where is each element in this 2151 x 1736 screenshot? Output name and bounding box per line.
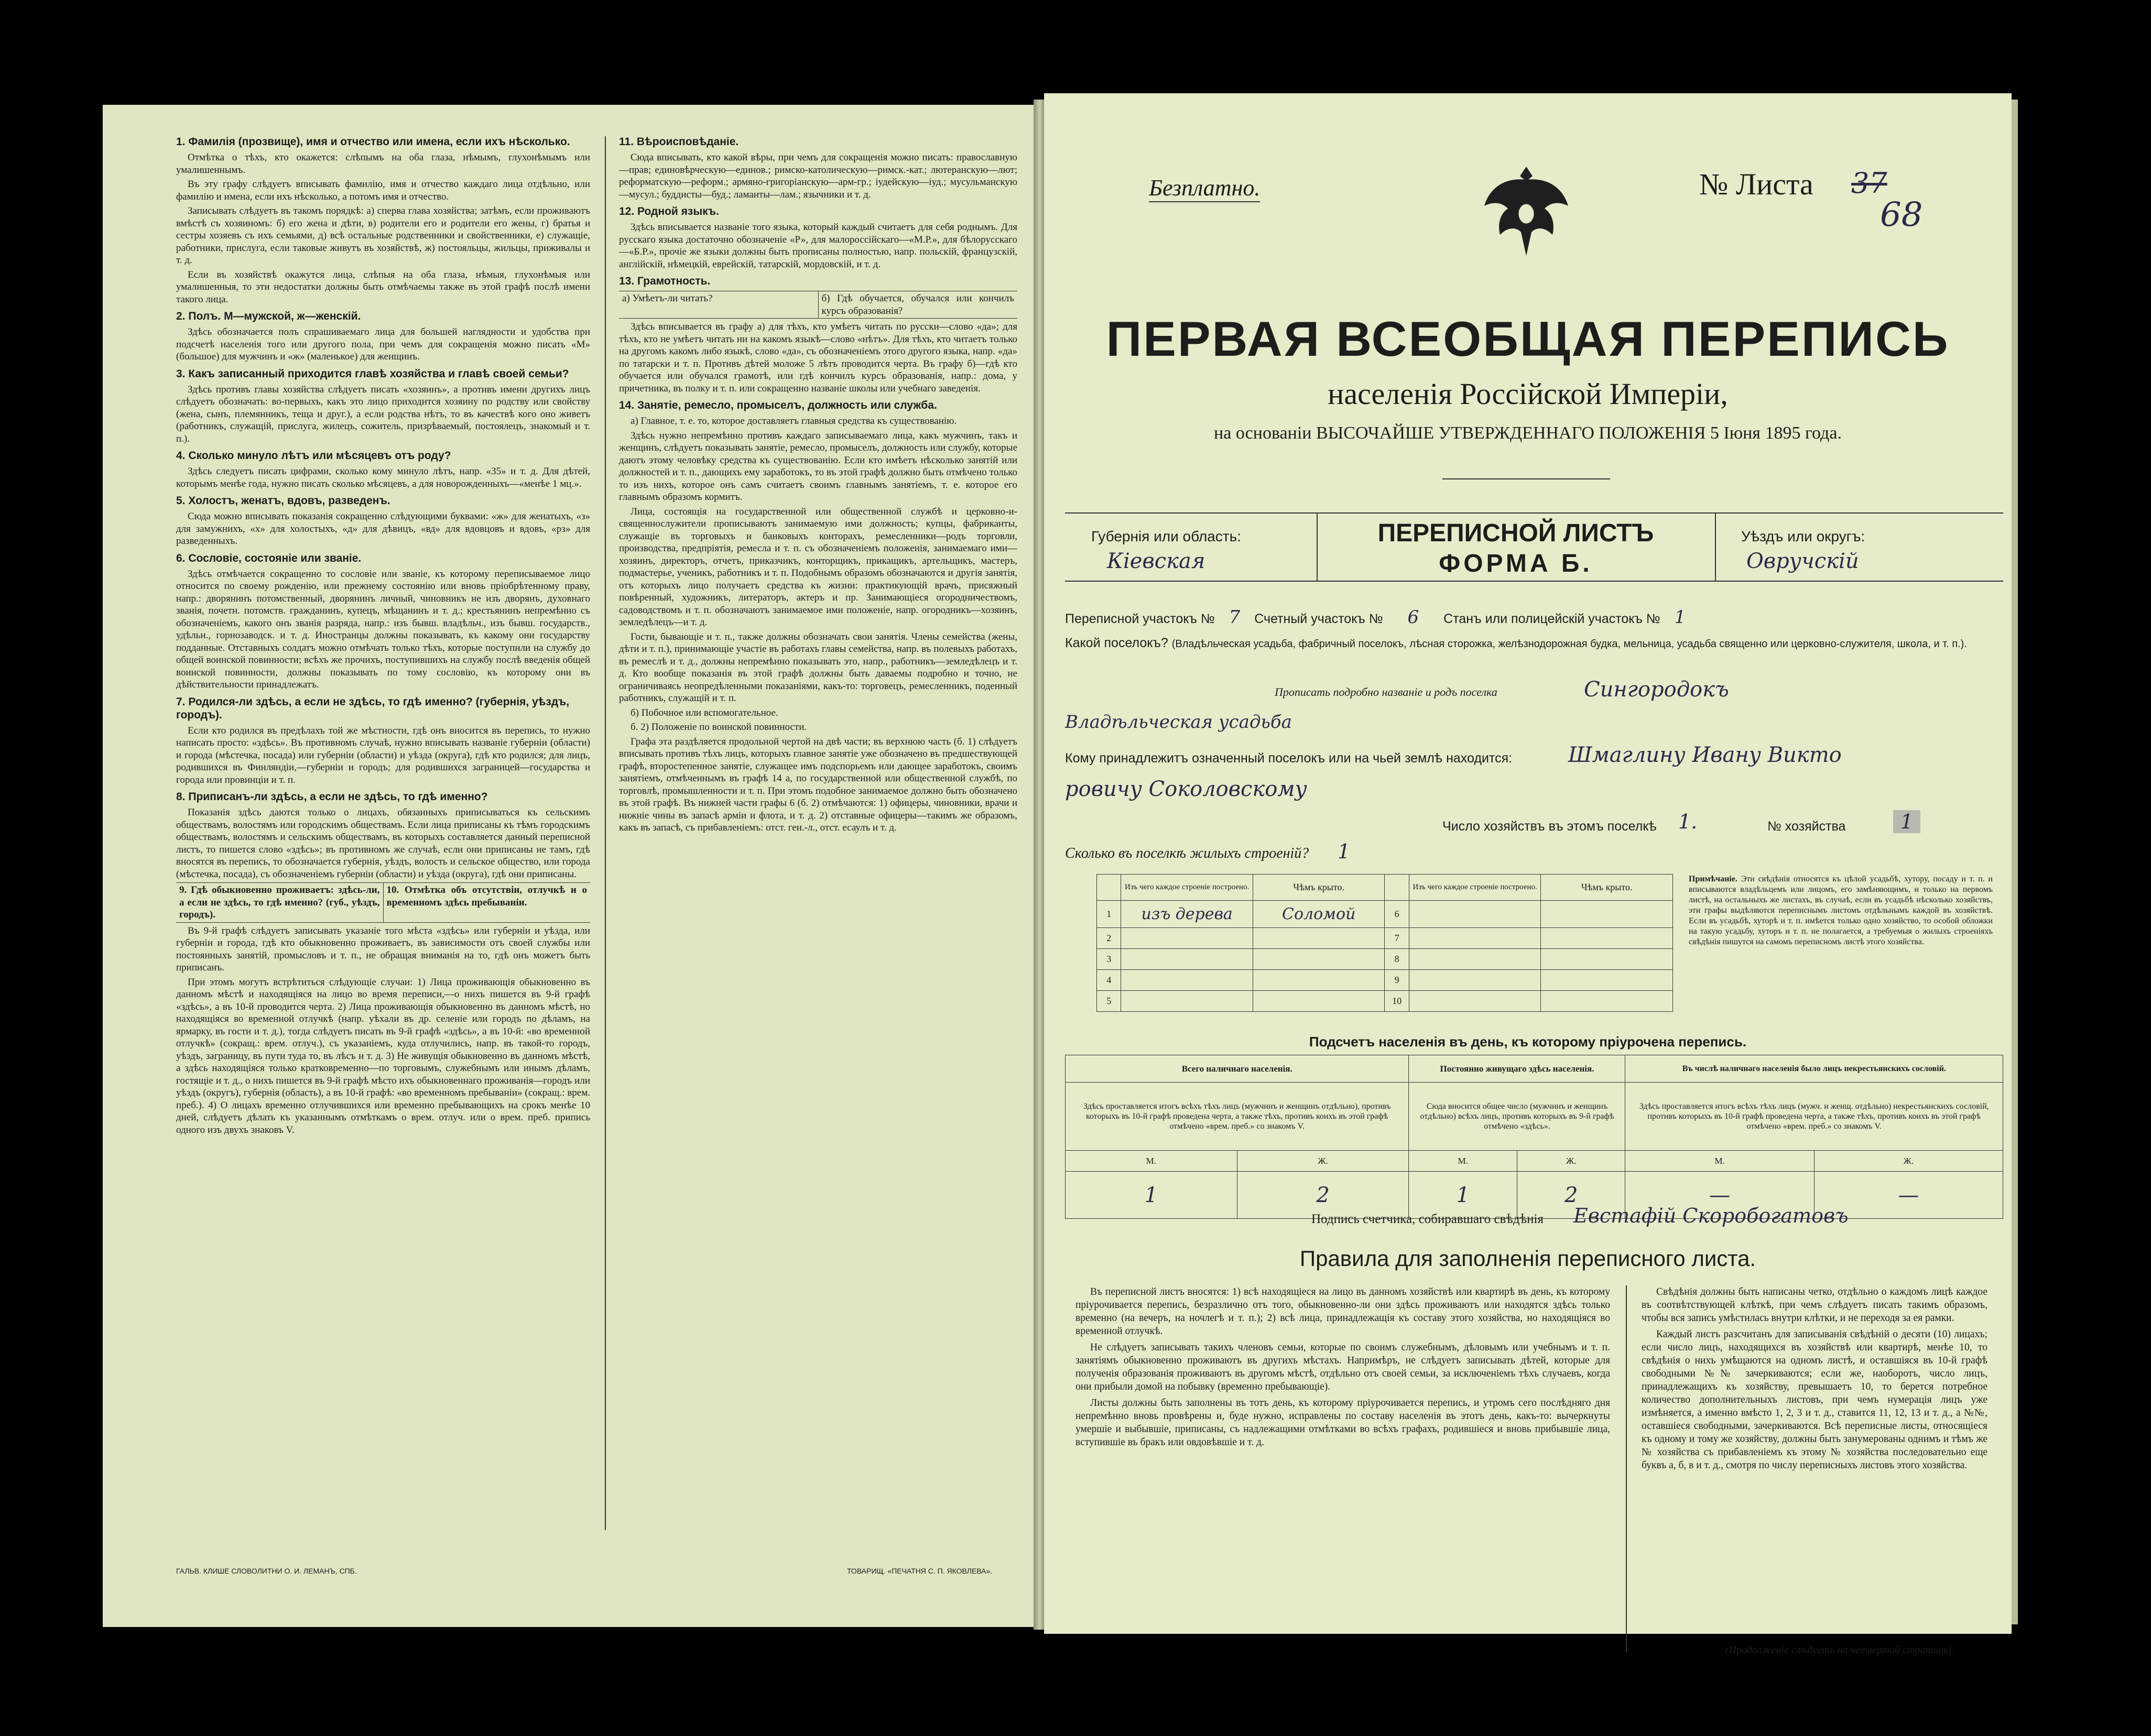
uezd-value: Овручскій (1746, 549, 1859, 573)
section-heading: 12. Родной языкъ. (619, 205, 719, 217)
pop-desc-permanent: Сюда вносится общее число (мужчинъ и женщинъ отдѣльно) всѣхъ лицъ, противъ которыхъ въ 9-й графѣ отмѣчено «здѣсь». (1409, 1083, 1625, 1151)
pop-present-male: 1 (1066, 1172, 1237, 1219)
owner-label: Кому принадлежитъ означенный поселокъ или на чьей землѣ находится: (1065, 751, 1513, 766)
col-male: М. (1625, 1151, 1814, 1172)
section-paragraph: Показанія здѣсь даются только о лицахъ, обязанныхъ приписываться къ сельскимъ обществамъ, волостямъ или городскимъ обществамъ. Если лица приписаны къ тѣмъ городскимъ обществамъ, волостямъ и сельскимъ обществамъ, въ которыхъ составляется данный переписной листъ, то пишется слово «здѣсь»; въ противномъ же случаѣ, если они приписаны не тамъ, гдѣ вносятся въ перепись, то обозначается губернія, уѣздъ, волость и сельское общество, или города (мѣстечка, посада), съ обозначеніемъ губерніи (области) и уѣзда (округа), гдѣ они приписаны. (176, 807, 590, 880)
settlement-value-2: Владѣльческая усадьба (1065, 712, 1292, 733)
section-paragraph: При этомъ могутъ встрѣтиться слѣдующіе случаи: 1) Лица проживающія обыкновенно въ данномъ мѣстѣ и находящіяся на лицо во время переписи,—о нихъ пишется въ 9-й графѣ «здѣсь», а въ 10-й проводится черта. 2) Лица проживающія обыкновенно въ данномъ мѣстѣ, но находящіяся во временной отлучкѣ (напр. уѣхали въ др. селеніе или городъ по дѣламъ, на ярмарку, въ гости и т. д.), тогда слѣдуетъ писать въ 9-й графѣ «здѣсь», а въ 10-й: «во временной отлучкѣ» (сокращ.: врем. отлуч.), съ указаніемъ, куда отлучились, напр. въ такой-то городъ, уѣздъ, заграницу, въ пути туда то, въ лѣсъ и т. д. 3) Не живущія обыкновенно въ данномъ мѣстѣ, а здѣсь находящіяся только кратковременно—по торговымъ, служебнымъ или инымъ дѣламъ, гостящіе и т. д., о нихъ пишется въ 9-й графѣ мѣсто ихъ обыкновеннаго проживанія—городъ или уѣздъ (округъ), губернія (область), а въ 10-й графѣ: «во временномъ пребываніи» (сокращ.: врем. преб.). 4) О лицахъ временно отлучившихся или временно пребывающихъ на срокъ менѣе 10 дней, слѣдуетъ дѣлать къ указаннымъ отмѣткамъ о врем. отлуч. или о врем. преб. припись одного изъ двухъ знаковъ V. (176, 976, 590, 1136)
district-line (1065, 607, 1696, 628)
section-paragraph: Лица, состоящія на государственной или общественной службѣ и церковно-и-священнослужители прописываютъ занимаемую ими должность; купцы, фабриканты, служащіе въ торговыхъ и банковыхъ конторахъ, ремесленники—родъ торговли, производства, предпріятія, ремесла и т. п. съ обозначеніемъ положенія, занимаемаго ими—хозяинъ, директоръ, отчетъ, приказчикъ, конторщикъ, прикащикъ, артельщикъ, мастеръ, подмастерье, ученикъ, работникъ и т. п. Подобнымъ образомъ обозначаются и другія занятія, отъ которыхъ лицо получаетъ средства къ жизни: практикующій врачъ, присяжный повѣренный, художникъ, литераторъ, актеръ и пр. Занимающіеся огородничествомъ, садоводствомъ и т. п. обозначаютъ занимаемое ими положеніе, напр. огородникъ—хозяинъ, земледѣлецъ—и т. д. (619, 506, 1017, 628)
form-header-top-rule (1065, 512, 2003, 514)
section-paragraph: Здѣсь отмѣчается сокращенно то сословіе или званіе, къ которому переписываемое лицо относится по своему рожденію, или прежнему состоянію или вновь пріобрѣтенному праву, напр.: дворянинъ потомственный, дворянинъ личный, чиновникъ не изъ дворянъ, духовнаго званія, почетн. потомств. гражданинъ, купецъ, мѣщанинъ и т. д.; крестьянинъ непремѣнно съ обозначеніемъ, какого онъ званія разряда, напр.: изъ бывш. владѣльч., изъ бывш. государств., удѣльн., горнозаводск. и т. д. Иностранцы должны показывать, къ какому они государству подданные. Отставныхъ солдатъ можно отмѣчать только тѣхъ, которые поступили на службу до общей воинской повинности; всѣхъ же прочихъ, поступившихъ на службу послѣ введенія общей воинской повинности, должны показывать по тому сословію, къ которому они въ дѣйствительности принадлежатъ. (176, 568, 590, 690)
section-paragraph: Здѣсь следуетъ писать цифрами, сколько кому минуло лѣтъ, напр. «35» и т. д. Для дѣтей, которымъ менѣе года, нужно писать сколько мѣсяцевъ, а для новорожденныхъ—«менѣе 1 мц.». (176, 466, 590, 489)
instructions-column-left (176, 131, 590, 1138)
col-male: М. (1409, 1151, 1517, 1172)
col-female: Ж. (1237, 1151, 1409, 1172)
section-paragraph: а) Главное, т. е. то, которое доставляетъ главныя средства къ существованію. (631, 416, 957, 427)
column-divider (605, 136, 606, 1530)
literacy-school-heading: б) Гдѣ обучается, обучался или кончилъ курсъ образованія? (818, 291, 1018, 318)
signature-value: Евстафій Скоробогатовъ (1573, 1204, 1849, 1227)
instructions-column-right (619, 131, 1017, 836)
sheet-number-label: № Листа (1699, 167, 1813, 201)
pop-desc-present: Здѣсь проставляется итогъ всѣхъ тѣхъ лицъ (мужчинъ и женщинъ отдѣльно), противъ которыхъ въ 10-й графѣ проведена черта, а также тѣхъ, противъ коихъ въ этой графѣ отмѣчено «врем. преб.» со знакомъ V. (1066, 1083, 1409, 1151)
row-number: 3 (1097, 949, 1121, 970)
buildings-note (1689, 874, 1993, 947)
settlement-hint: (Владѣльческая усадьба, фабричный поселокъ, лѣсная сторожка, желѣзнодорожная будка, мельница, усадьба священно или церковно-служителя, школа, и т. п.). (1171, 638, 1967, 650)
buildings-label: Сколько въ поселкѣ жилыхъ строеній? (1065, 845, 1309, 861)
section-paragraph: Графа эта раздѣляется продольной чертой на двѣ части; въ верхнюю часть (б. 1) слѣдуетъ вписывать противъ тѣхъ лицъ, которыхъ главное занятіе уже обозначено въ предшествующей графѣ, второстепенное занятіе, служащее имъ подспорьемъ или дающее заработокъ, своимъ занятіемъ, отмѣченнымъ въ графѣ 14 а, по государственной или общественной службѣ, по торговлѣ, промышленности и т. п. При этомъ подобное занимаемое должно быть обозначено въ этой графѣ. Въ нижней части графы 6 (б. 2) отмѣчаются: 1) офицеры, чиновники, врачи и нижніе чины въ запасѣ арміи и флота, и т. д. 2) отставные офицеры—такимъ же образомъ, какъ въ запасѣ, съ прибавленіемъ: отст. ген.-л., отст. есаулъ и т. д. (619, 736, 1017, 833)
material-header: Изъ чего каждое строеніе построено. (1409, 875, 1541, 901)
section-paragraph: Если кто родился въ предѣлахъ той же мѣстности, гдѣ онъ вносится въ перепись, то нужно написать просто: «здѣсь». Въ противномъ случаѣ, нужно вписывать названіе губерніи (области) и города (мѣстечка, посада) или губерніи (области) и уѣзда (округа), гдѣ кто родился; для лицъ, родившихся въ Финляндіи,—губерніи и городъ; для родившихся заграницей—государства и города или провинціи и т. п. (176, 725, 590, 785)
settlement-line (1065, 636, 2003, 651)
section-heading: 11. Вѣроисповѣданіе. (619, 136, 739, 148)
row-number: 8 (1385, 949, 1409, 970)
section-paragraph: Въ 9-й графѣ слѣдуетъ записывать указаніе того мѣста «здѣсь» или губерніи и уѣзда, или губерніи и города, гдѣ кто обыкновенно проживаетъ, въ зависимости отъ своей службы или постоянныхъ занятій, промысловъ и т. п., не обращая вниманія на то, гдѣ онъ можетъ быть приписанъ. (176, 925, 590, 973)
hh-count-label: Число хозяйствъ въ этомъ поселкѣ (1442, 819, 1657, 834)
page-edge (2012, 100, 2018, 1624)
section-heading: 3. Какъ записанный приходится главѣ хозяйства и главѣ своей семьи? (176, 367, 569, 380)
rules-continued: (Продолженіе слѣдуетъ на четвертой страницѣ). (1725, 1644, 1954, 1656)
section-heading: 6. Сословіе, состояніе или званіе. (176, 552, 362, 564)
gubernia-value: Кіевская (1107, 549, 1205, 573)
gubernia-label: Губернія или область: (1091, 528, 1241, 544)
section-paragraph: Здѣсь вписывается въ графу а) для тѣхъ, кто умѣетъ читать по русски—слово «да»; для тѣхъ, кто не умѣетъ читать ни на какомъ языкѣ—слово «нѣтъ». Для тѣхъ, кто читаетъ только на другомъ какомъ либо языкѣ, слово «да», съ обозначеніемъ этого другого языка, напр. «да» по татарски и т. п. Противъ дѣтей моложе 5 лѣтъ проводится черта. Въ графу б)—гдѣ кто обучается или обучался грамотѣ, или гдѣ кончилъ курсъ образованія, напр.: дома, у причетника, въ полку и т. п. или сокращенно названіе школы или учебнаго заведенія. (619, 321, 1017, 394)
section-heading: 2. Полъ. М—мужской, ж—женскій. (176, 310, 361, 322)
population-title: Подсчетъ населенія въ день, къ которому пріурочена перепись. (1309, 1034, 1747, 1050)
printer-imprint-right: ТОВАРИЩ. «ПЕЧАТНЯ С. П. ЯКОВЛЕВА». (847, 1567, 993, 1575)
buildings-table (1096, 874, 1673, 1012)
row-number: 9 (1385, 970, 1409, 991)
pop-permanent-male: 1 (1409, 1172, 1517, 1219)
sheet-number-original: 37 (1851, 167, 1887, 200)
stan-label: Станъ или полицейскій участокъ № (1443, 612, 1660, 626)
section-heading: 10. Отмѣтка объ отсутствіи, отлучкѣ и о временномъ здѣсь пребываніи. (383, 883, 591, 922)
hh-count-value: 1. (1678, 810, 1698, 833)
section-paragraph: Отмѣтка о тѣхъ, кто окажется: слѣпымъ на оба глаза, нѣмымъ, глухонѣмымъ или умалишеннымъ. (176, 152, 590, 176)
rules-divider (1626, 1285, 1627, 1652)
row-number: 7 (1385, 928, 1409, 949)
district-label: Переписной участокъ № (1065, 612, 1215, 626)
section-heading: 13. Грамотность. (619, 275, 711, 287)
census-subtitle: населенія Россійской Имперіи, (1328, 377, 1728, 411)
district-value: 7 (1229, 607, 1241, 628)
split-heading (619, 291, 1017, 319)
population-table (1065, 1055, 2003, 1219)
pop-desc-nonpeasant: Здѣсь проставляется итогъ всѣхъ тѣхъ лицъ (мужч. и женщ. отдѣльно) некрестьянскихъ сословій, противъ которыхъ въ 10-й графѣ проведена черта, а также тѣхъ, противъ коихъ въ этой графѣ отмѣчено «врем. преб.» со знакомъ V. (1625, 1083, 2003, 1151)
pop-permanent-female: 2 (1517, 1172, 1625, 1219)
pop-nonpeasant-female: — (1814, 1172, 2003, 1219)
rule-paragraph: Не слѣдуетъ записывать такихъ членовъ семьи, которые по своимъ служебнымъ, дѣловымъ или учебнымъ и т. п. занятіямъ обыкновенно проживаютъ въ другихъ мѣстахъ. Напримѣръ, не слѣдуетъ записывать дѣтей, которые для полученія образованія проживаютъ въ другомъ мѣстѣ, отдѣльно отъ своей семьи, за исключеніемъ тѣхъ случаевъ, когда они прибыли домой на побывку (временно пребывающіе). (1076, 1342, 1610, 1392)
pop-header-present: Всего наличнаго населенія. (1066, 1055, 1409, 1083)
settlement-question: Какой поселокъ? (1065, 636, 1168, 650)
section-heading: 7. Родился-ли здѣсь, а если не здѣсь, то гдѣ именно? (губернія, уѣздъ, городъ). (176, 695, 570, 721)
count-value: 6 (1407, 607, 1419, 628)
section-paragraph: Здѣсь обозначается полъ спрашиваемаго лица для большей наглядности и удобства при подсчетѣ населенія того или другого пола, при чемъ для сокращенія можно писать «М» (большое) для мужчинъ и «ж» (маленькое) для женщинъ. (176, 326, 590, 362)
section-paragraph: Если въ хозяйствѣ окажутся лица, слѣпыя на оба глаза, нѣмыя, глухонѣмыя или умалишенныя, то эти недостатки должны быть отмѣчаемы также въ этой графѣ послѣ имени такого лица. (176, 269, 590, 305)
section-paragraph: Гости, бывающіе и т. п., также должны обозначать свои занятія. Члены семейства (жены, дѣти и т. п.), принимающіе участіе въ работахъ главы семейства, напр. въ полевыхъ работахъ, въ ремеслѣ и т. д., должны непремѣнно показывать это, напр., работникъ—земледѣлецъ и т. д. Кто вообще показанія въ этой графѣ должны быть даваемы подробно и точно, не ограничиваясь неопредѣленными показаніями, какъ-то: торговецъ, ремесленникъ, поденный работникъ, служащій и т. п. (619, 631, 1017, 704)
stan-value: 1 (1674, 607, 1686, 628)
section-heading: 9. Гдѣ обыкновенно проживаетъ: здѣсь-ли, а если не здѣсь, то гдѣ именно? (губ., уѣздъ, городъ). (179, 885, 380, 920)
rule-paragraph: Каждый листъ разсчитанъ для записыванія свѣдѣній о десяти (10) лицахъ; если число лицъ, находящихся въ хозяйствѣ или квартирѣ, менѣе 10, то свѣдѣнія о нихъ умѣщаются на одномъ листѣ, и оставшіяся въ 10-й графѣ свободными №№ зачеркиваются; если же, наоборотъ, число лицъ, принадлежащихъ къ хозяйству, превышаетъ 10, то берется потребное количество дополнительныхъ листовъ, при чемъ нумерація лицъ уже измѣняется, а именно вмѣсто 1, 2, 3 и т. д., ставится 11, 12, 13 и т. д., а №№, оставшіеся свободными, зачеркиваются. Всѣ переписные листы, относящіеся къ одному и тому же хозяйству, должны быть занумерованы однимъ и тѣмъ же № хозяйства съ прибавленіемъ къ этому № хозяйства последовательно еще буквъ а, б, в и т. д., смотря по числу переписныхъ листовъ этого хозяйства. (1642, 1329, 1987, 1471)
section-heading: 14. Занятіе, ремесло, промыселъ, должность или служба. (619, 399, 937, 411)
col-female: Ж. (1814, 1151, 2003, 1172)
section-paragraph: Записывать слѣдуетъ въ такомъ порядкѣ: а) сперва глава хозяйства; затѣмъ, если проживаютъ вмѣстѣ съ хозяиномъ: б) его жена и дѣти, в) родители его и родители его жены, г) братья и сестры хозяевъ съ ихъ семьями, д) всѣ остальные родственники и свойственники, е) служащіе, работники, прислуга, если таковые живутъ въ хозяйствѣ, ж) постояльцы, жильцы, приживалы и т. д. (176, 205, 590, 266)
count-label: Счетный участокъ № (1254, 612, 1383, 626)
roof-header: Чѣмъ крыто. (1541, 875, 1673, 901)
section-paragraph: Сюда вписывать, кто какой вѣры, при чемъ для сокращенія можно писать: православную—прав; единовѣрческую—единов.; римско-католическую—римск.-кат.; лютеранскую—лют; реформатскую—реформ.; армяно-григоріанскую—арм-гр.; іудейскую—іуд.; мусульманскую—мусул.; буддисты—буд.; ламаиты—лам.; язычники и т. д. (619, 152, 1017, 200)
settlement-instruction: Прописать подробно названіе и родъ поселка (1275, 685, 1497, 698)
section-paragraph: Здѣсь вписывается названіе того языка, который каждый считаетъ для себя роднымъ. Для русскаго языка достаточно обозначеніе «Р», для малороссійскаго—«М.Р.», для бѣлорусскаго—«Б.Р.», прочіе же языки должны быть прописаны полностью, напр. польскій, французскій, англійскій, нѣмецкій, еврейскій, татарскій, мордовскій, и т. д. (619, 222, 1017, 270)
settlement-value-1: Сингородокъ (1584, 678, 1729, 702)
col-male: М. (1066, 1151, 1237, 1172)
pop-header-nonpeasant: Въ числѣ наличнаго населенія было лицъ некрестьянскихъ сословій. (1625, 1055, 2003, 1083)
rule-paragraph: Листы должны быть заполнены въ тотъ день, къ которому пріурочивается перепись, и утромъ сего послѣдняго дня непремѣнно вновь провѣрены и, буде нужно, исправлены по составу населенія въ этотъ день, какъ-то: вычеркнуты умершіе и выбывшіе, приписаны, съ надлежащими отмѣтками во всѣхъ графахъ, родившіеся и вновь прибывшіе лица, вступившіе въ бракъ или овдовѣвшіе и т. д. (1076, 1397, 1610, 1448)
row1-material: изъ дерева (1121, 901, 1253, 928)
material-header: Изъ чего каждое строеніе построено. (1121, 875, 1253, 901)
section-paragraph: б. 2) Положеніе по воинской повинности. (631, 722, 807, 733)
row-number: 10 (1385, 991, 1409, 1012)
table-row (1097, 901, 1673, 928)
eagle-emblem-icon (1474, 156, 1579, 261)
right-page (1044, 93, 2012, 1656)
rule-paragraph: Въ переписной листъ вносятся: 1) всѣ находящіеся на лицо въ данномъ хозяйствѣ или квартирѣ въ день, къ которому пріурочивается перепись, безразлично отъ того, обыкновенно-ли они здѣсь проживаютъ или находятся здѣсь только временно (на вечеръ, на ночлегѣ и т. п.); 2) всѣ лица, принадлежащія къ составу этого хозяйства, но находящіяся во временной отлучкѣ. (1076, 1286, 1610, 1337)
free-label: Безплатно. (1149, 174, 1260, 202)
section-heading: 8. Приписанъ-ли здѣсь, а если не здѣсь, то гдѣ именно? (176, 791, 488, 803)
row-number: 5 (1097, 991, 1121, 1012)
section-heading: 1. Фамилія (прозвище), имя и отчество или имена, если ихъ нѣсколько. (176, 136, 570, 148)
hh-number-value: 1 (1893, 810, 1920, 833)
section-heading: 4. Сколько минуло лѣтъ или мѣсяцевъ отъ роду? (176, 450, 451, 462)
table-row (1097, 928, 1673, 949)
hh-number-label: № хозяйства (1767, 819, 1846, 834)
owner-value-2: ровичу Соколовскому (1065, 777, 1307, 801)
pop-header-permanent: Постоянно живущаго здѣсь населенія. (1409, 1055, 1625, 1083)
buildings-value: 1 (1338, 840, 1351, 863)
pop-nonpeasant-male: — (1625, 1172, 1814, 1219)
table-row (1097, 991, 1673, 1012)
form-subtitle: ФОРМА Б. (1439, 550, 1593, 577)
uezd-label: Уѣздъ или округъ: (1741, 528, 1865, 544)
section-paragraph: б) Побочное или вспомогательное. (631, 707, 778, 718)
sheet-number-corrected: 68 (1880, 195, 1923, 234)
rules-right-column (1642, 1285, 1987, 1475)
section-paragraph: Сюда можно вписывать показанія сокращенно слѣдующими буквами: «ж» для женатыхъ, «з» для замужнихъ, «х» для холостыхъ, «д» для дѣвицъ, «вд» для вдовцовъ и вдовъ, «рз» для разведенныхъ. (176, 511, 590, 547)
table-row (1097, 949, 1673, 970)
census-basis: на основаніи ВЫСОЧАЙШЕ УТВЕРЖДЕННАГО ПОЛОЖЕНІЯ 5 Іюня 1895 года. (1214, 423, 1842, 443)
rule-paragraph: Свѣдѣнія должны быть написаны четко, отдѣльно о каждомъ лицѣ каждое въ соотвѣтствующей клѣткѣ, при чемъ слѣдуетъ писать такимъ образомъ, чтобы вся запись умѣстилась внутри клѣтки, и не переходя за ея рамки. (1642, 1286, 1987, 1324)
title-rule (1442, 478, 1610, 479)
row1-roof: Соломой (1253, 901, 1385, 928)
section-paragraph: Въ эту графу слѣдуетъ вписывать фамилію, имя и отчество каждаго лица отдѣльно, или фамилію и имена, если ихъ нѣсколько, а потомъ имя и отчество. (176, 179, 590, 202)
literacy-read-heading: а) Умѣетъ-ли читать? (622, 293, 713, 304)
signature-label: Подпись счетчика, собиравшаго свѣдѣнія (1311, 1212, 1544, 1226)
form-header-bottom-rule (1065, 581, 2003, 582)
row-number: 1 (1097, 901, 1121, 928)
section-heading: 5. Холостъ, женатъ, вдовъ, разведенъ. (176, 495, 390, 507)
left-page (103, 105, 1036, 1627)
roof-header: Чѣмъ крыто. (1253, 875, 1385, 901)
note-text: Эти свѣдѣнія относятся къ цѣлой усадьбѣ, хутору, посаду и т. п. и вписываются владѣльцемъ или лицомъ, его замѣняющимъ, и только на первомъ листѣ, на остальныхъ же листахъ, въ случаѣ, если въ усадьбѣ нѣсколько хозяйствъ, эти графы выдѣляются переписнымъ листомъ отдѣльнымъ каждой въ хозяйствѣ. Если въ усадьбѣ, хуторѣ и т. п. имѣется только одно хозяйство, то особой обложки на такую усадьбу, хуторъ и т. п. не полагается, а требуемыя о жилыхъ строеніяхъ свѣдѣнія пишутся на самомъ переписномъ листѣ этого хозяйства. (1689, 875, 1993, 946)
owner-value-1: Шмаглину Ивану Викто (1568, 743, 1842, 767)
rules-title: Правила для заполненія переписного листа. (1299, 1246, 1756, 1271)
split-heading (176, 882, 590, 923)
form-header-divider (1715, 512, 1716, 581)
printer-imprint-left: ГАЛЬВ. КЛИШЕ СЛОВОЛИТНИ О. И. ЛЕМАНЪ, СПБ. (176, 1567, 357, 1575)
rules-left-column (1076, 1285, 1610, 1452)
table-row (1097, 970, 1673, 991)
section-paragraph: Здѣсь противъ главы хозяйства слѣдуетъ писать «хозяинъ», а противъ имени другихъ лицъ слѣдуетъ обозначать: во-первыхъ, какъ это лицо приходится хозяину по родству или свойству (жена, сынъ, племянникъ, теща и друг.), а если родства нѣтъ, то въ качествѣ кого оно живетъ (работникъ, служащій, прислуга, жилецъ, сожитель, призрѣваемый, постоялецъ, знакомый и т. п.). (176, 384, 590, 444)
col-female: Ж. (1517, 1151, 1625, 1172)
form-title: ПЕРЕПИСНОЙ ЛИСТЪ (1377, 519, 1654, 547)
section-paragraph: Здѣсь нужно непремѣнно противъ каждаго записываемаго лица, какъ мужчинъ, такъ и женщинъ, слѣдуетъ показывать занятіе, ремесло, промыселъ, должность или службу, которые даютъ этому человѣку средства къ существованію. Если кто имѣетъ нѣсколько занятій или должностей и т. п., дающихъ ему заработокъ, то въ этой графѣ должно быть отмѣчено только то изъ нихъ, которое онъ самъ считаетъ своимъ главнымъ занятіемъ, т. е. которое его главнымъ образомъ кормитъ. (619, 430, 1017, 503)
row-number: 6 (1385, 901, 1409, 928)
pop-present-female: 2 (1237, 1172, 1409, 1219)
note-title: Примѣчаніе. (1689, 875, 1737, 883)
row-number: 4 (1097, 970, 1121, 991)
row-number: 2 (1097, 928, 1121, 949)
census-title: ПЕРВАЯ ВСЕОБЩАЯ ПЕРЕПИСЬ (1106, 311, 1950, 366)
